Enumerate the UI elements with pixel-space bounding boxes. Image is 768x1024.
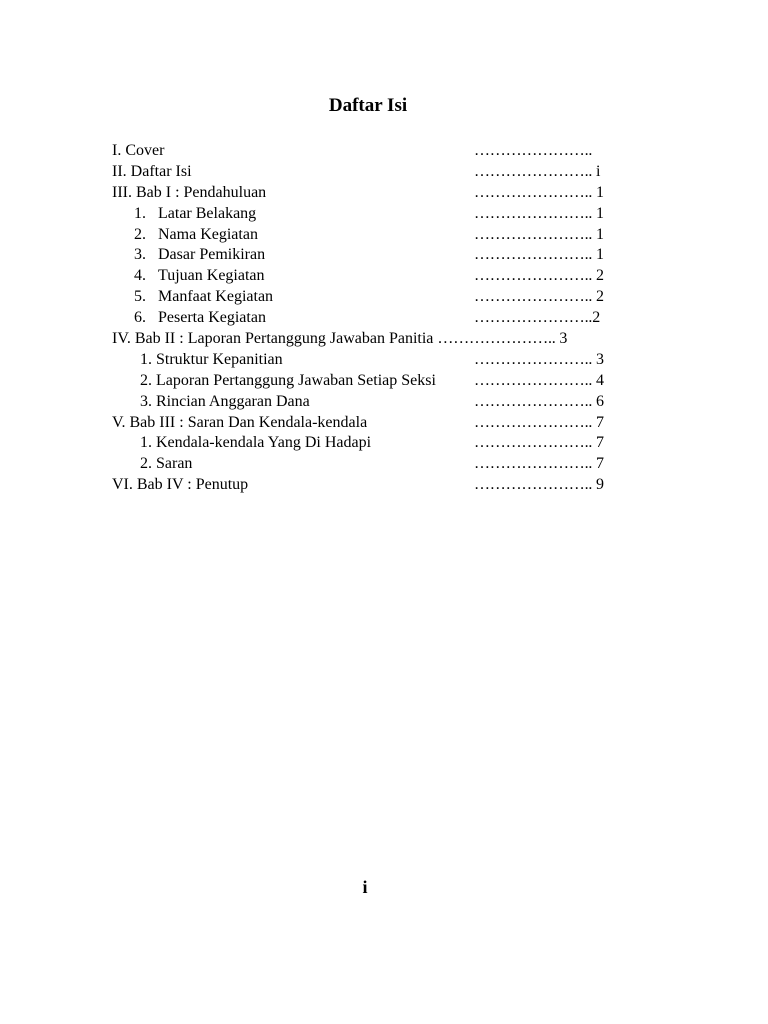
toc-entry-leader: ………………….. [474,371,597,389]
toc-entry-label: Tujuan Kegiatan [158,267,265,285]
toc-entry-leader-group [474,308,600,329]
toc-entry-leader: ………………….. [474,183,597,201]
toc-entry-label: 1. Struktur Kepanitian [140,350,283,368]
toc-entry-leader: ………………….. [474,162,597,180]
toc-entry [112,392,632,413]
toc-entry-number: 6. [134,309,146,327]
toc-entry-label: 3. Rincian Anggaran Dana [140,392,310,410]
toc-entry-leader: ………………….. [474,225,597,243]
toc-entry [112,475,632,496]
toc-entry-leader: ………………….. [474,434,597,452]
toc-entry-label: III. Bab I : Pendahuluan [112,183,267,201]
toc-entry-page: 3 [596,350,604,368]
toc-entry [112,350,632,371]
toc-entry-number: 5. [134,288,146,306]
toc-entry-label: Latar Belakang [158,204,257,222]
toc-entry-page: 7 [596,434,604,452]
toc-entry-label: V. Bab III : Saran Dan Kendala-kendala [112,413,368,431]
toc-entry-label: 2. Saran [140,455,193,473]
toc-entry-leader-group [474,392,604,413]
toc-entry [112,454,632,475]
toc-entry-label: Manfaat Kegiatan [158,288,274,306]
toc-entry-label: Nama Kegiatan [158,225,258,243]
toc-entry-leader-group [474,183,604,204]
toc-entry-page: 1 [596,225,604,243]
toc-entry-inline [112,329,567,350]
toc-entry-leader: ………………….. [474,455,597,473]
toc-entry-leader: ………………….. [474,288,597,306]
toc-entry-number: 3. [134,246,146,264]
toc-entry-leader-group [474,350,604,371]
toc-entry-label: 2. Laporan Pertanggung Jawaban Setiap Seksi [140,371,436,389]
toc-entry-leader-group [474,245,604,266]
toc-entry-page: 1 [596,246,604,264]
toc-entry [112,225,632,246]
toc-entry-leader: ………………….. [474,267,597,285]
toc-entry-leader-group [474,413,604,434]
toc-entry [112,433,632,454]
toc-entry-leader: ………………….. [474,413,597,431]
toc-entry-page: i [596,162,601,180]
toc-entry [112,371,632,392]
toc-entry-leader-group [474,204,604,225]
toc-entry-number: 1. [134,204,146,222]
toc-entry-label: Peserta Kegiatan [158,309,266,327]
toc-entry-leader: ………………….. [474,142,593,159]
toc-entry-page: 4 [596,371,604,389]
toc-entry-leader-group [474,141,592,162]
toc-entry [112,141,632,162]
toc-entry-page: 3 [559,330,568,348]
toc-entry-label: IV. Bab II : Laporan Pertanggung Jawaban Panitia [112,330,438,348]
toc-entry [112,287,632,308]
toc-entry-leader-group [474,433,604,454]
toc-entry [112,204,632,225]
toc-entry-page: 1 [596,183,604,201]
toc-entry [112,245,632,266]
toc-entry-page: 9 [596,476,604,494]
toc-entry-leader-group [474,454,604,475]
toc-entry-number: 2. [134,225,146,243]
toc-entry-label: I. Cover [112,142,165,159]
toc-entry-leader-group [474,371,604,392]
toc-entry-leader: ………………….. [474,204,597,222]
toc-entry-leader: ………………….. [474,392,597,410]
toc-entry-leader-group [474,225,604,246]
page-title: Daftar Isi [328,95,408,116]
toc-entry [112,162,632,183]
toc-entry-label: VI. Bab IV : Penutup [112,476,249,494]
toc-entry-leader: ………………….. [474,476,597,494]
toc-entry-leader: ………………….. [437,330,560,348]
toc-entry-page: 2 [592,309,601,327]
toc-entry-leader: ………………….. [474,309,593,327]
toc-entry-leader-group [474,162,600,183]
toc-entry-page: 2 [596,267,604,285]
toc-entry [112,329,632,350]
toc-entry-leader-group [474,475,604,496]
toc-entry-label: Dasar Pemikiran [158,246,266,264]
toc-entry-leader: ………………….. [474,350,597,368]
toc-entry-number: 4. [134,267,146,285]
toc-entry-page: 7 [596,413,604,431]
toc-entry-page: 1 [596,204,604,222]
toc-entry-page: 2 [596,288,604,306]
toc-entry [112,308,632,329]
toc-entry-leader-group [474,287,604,308]
toc-entry-leader: ………………….. [474,246,597,264]
page-number: i [362,877,368,897]
toc-entry-label: 1. Kendala-kendala Yang Di Hadapi [140,434,372,452]
toc-entry-page: 7 [596,455,604,473]
toc-entry-page: 6 [596,392,604,410]
table-of-contents [112,141,632,496]
toc-entry-leader-group [474,266,604,287]
toc-entry [112,266,632,287]
toc-entry [112,183,632,204]
toc-entry-label: II. Daftar Isi [112,162,192,180]
toc-entry [112,413,632,434]
